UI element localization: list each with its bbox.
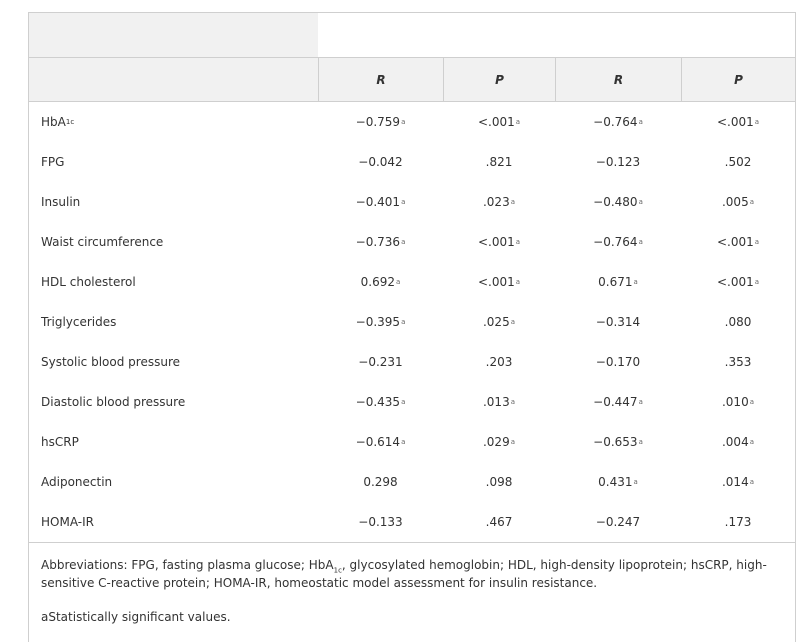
table-row	[29, 502, 795, 542]
table-body	[29, 102, 795, 542]
row-label: HOMA-IR	[41, 515, 94, 529]
value-cell: −0.395 a	[355, 315, 406, 329]
value-cell: <.001 a	[477, 115, 521, 129]
value-cell: −0.042	[358, 155, 403, 169]
correlation-table	[28, 12, 796, 642]
header-cell-p2: P	[681, 58, 795, 101]
abbrev-text-2: , glycosylated hemoglobin; HDL, high-density lipoprotein; hsCRP, high-sensitive C-reactive protein; HOMA-IR, homeostatic model assessment for insulin resistance.	[41, 558, 767, 590]
value-cell: .821	[485, 155, 513, 169]
value-cell: −0.170	[595, 355, 641, 369]
row-label: Triglycerides	[41, 315, 117, 329]
value-cell: <.001 a	[716, 275, 760, 289]
value-cell: .005 a	[721, 195, 754, 209]
table-row	[29, 422, 795, 462]
value-cell: .023 a	[482, 195, 515, 209]
value-cell: −0.764 a	[593, 115, 643, 129]
value-cell: .203	[485, 355, 513, 369]
value-cell: −0.764 a	[593, 235, 643, 249]
row-label: Insulin	[41, 195, 81, 209]
header-cell-p1: P	[443, 58, 555, 101]
row-label: Diastolic blood pressure	[41, 395, 186, 409]
value-cell: 0.431 a	[598, 475, 638, 489]
row-label: HbA 1c	[41, 115, 75, 129]
abbrev-text-1: Abbreviations: FPG, fasting plasma glucose; HbA	[41, 558, 334, 572]
table-row	[29, 102, 795, 142]
table-row	[29, 342, 795, 382]
value-cell: .098	[485, 475, 513, 489]
significance-footnote: aStatistically significant values.	[41, 610, 231, 624]
value-cell: −0.759 a	[355, 115, 406, 129]
table-row	[29, 382, 795, 422]
value-cell: .010 a	[721, 395, 754, 409]
value-cell: <.001 a	[716, 115, 760, 129]
table-row	[29, 142, 795, 182]
value-cell: −0.401 a	[355, 195, 406, 209]
row-label: hsCRP	[41, 435, 79, 449]
value-cell: −0.447 a	[593, 395, 643, 409]
table-row	[29, 302, 795, 342]
value-cell: −0.123	[595, 155, 641, 169]
value-cell: <.001 a	[477, 275, 521, 289]
header-cell-r1: R	[318, 58, 443, 101]
value-cell: .080	[724, 315, 752, 329]
table-row	[29, 462, 795, 502]
abbreviations-note	[41, 556, 783, 592]
value-cell: <.001 a	[477, 235, 521, 249]
value-cell: .013 a	[482, 395, 515, 409]
value-cell: .173	[724, 515, 752, 529]
value-cell: <.001 a	[716, 235, 760, 249]
table-row	[29, 222, 795, 262]
column-header-row	[29, 58, 795, 102]
value-cell: −0.247	[595, 515, 641, 529]
value-cell: −0.653 a	[593, 435, 643, 449]
value-cell: .353	[724, 355, 752, 369]
value-cell: −0.435 a	[355, 395, 406, 409]
value-cell: −0.614 a	[355, 435, 406, 449]
top-left-header-cell	[29, 13, 318, 57]
value-cell: 0.298	[363, 475, 398, 489]
value-cell: .029 a	[482, 435, 515, 449]
value-cell: −0.133	[358, 515, 403, 529]
row-label: Waist circumference	[41, 235, 164, 249]
table-row	[29, 262, 795, 302]
table-footer	[29, 542, 795, 626]
value-cell: .467	[485, 515, 513, 529]
abbrev-subscript: 1c	[333, 566, 342, 575]
table-top-header-row	[29, 13, 795, 58]
value-cell: .004 a	[721, 435, 754, 449]
row-label: Systolic blood pressure	[41, 355, 180, 369]
value-cell: −0.231	[358, 355, 403, 369]
header-label-cell	[29, 58, 318, 101]
header-cell-r2: R	[555, 58, 681, 101]
value-cell: .502	[724, 155, 752, 169]
row-label: Adiponectin	[41, 475, 113, 489]
value-cell: −0.736 a	[355, 235, 406, 249]
row-label: HDL cholesterol	[41, 275, 136, 289]
table-row	[29, 182, 795, 222]
value-cell: 0.671 a	[598, 275, 638, 289]
value-cell: .025 a	[482, 315, 515, 329]
value-cell: −0.480 a	[593, 195, 643, 209]
top-right-header-cell	[318, 13, 795, 57]
value-cell: .014 a	[721, 475, 754, 489]
value-cell: 0.692 a	[360, 275, 401, 289]
value-cell: −0.314	[595, 315, 641, 329]
row-label: FPG	[41, 155, 65, 169]
